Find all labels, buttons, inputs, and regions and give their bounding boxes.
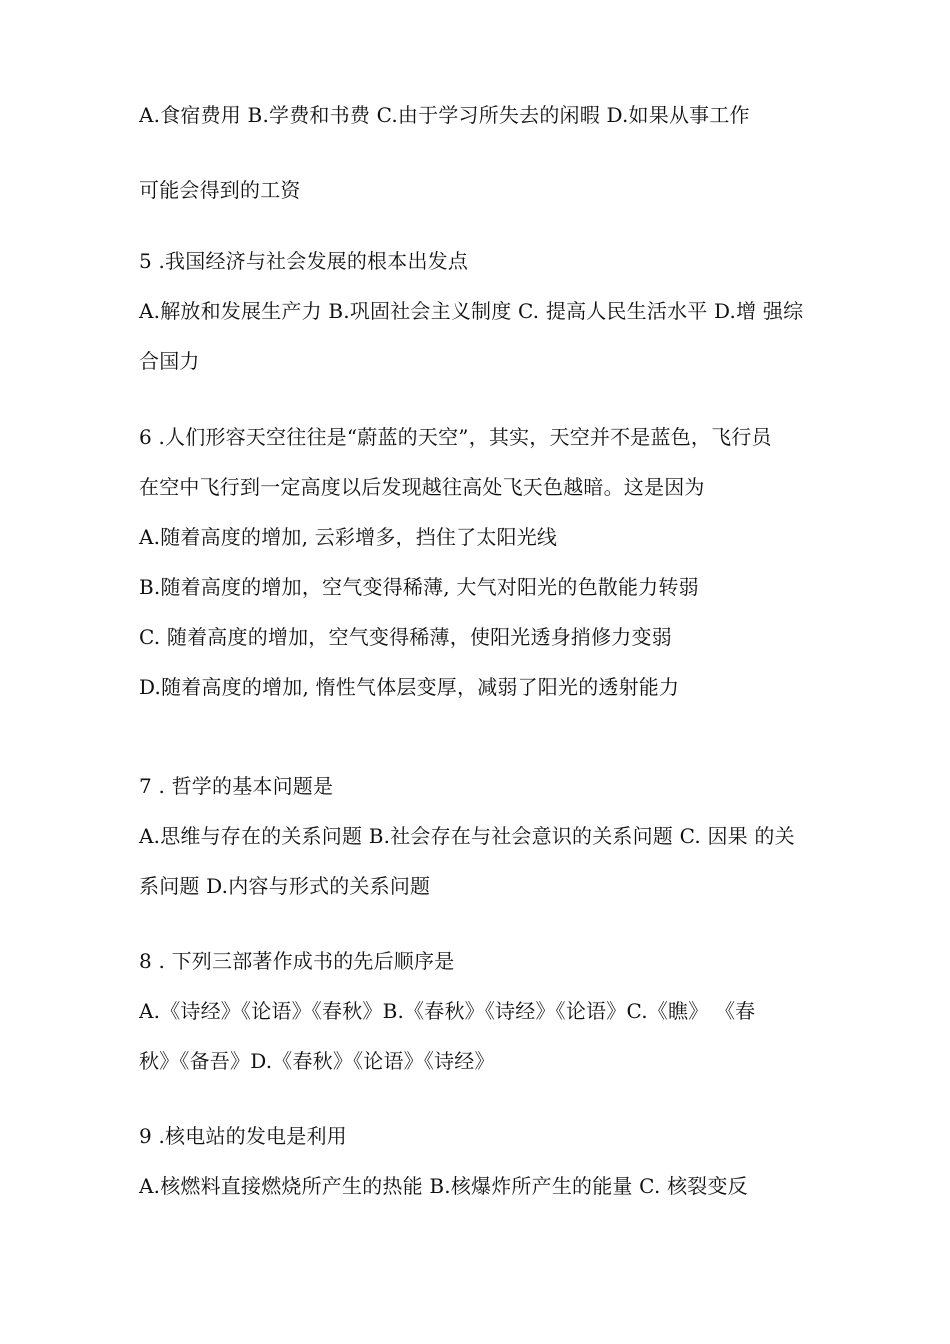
q8-options-line-2: 秋》《备吾》D.《春秋》《论语》《诗经》: [139, 1049, 495, 1073]
q8-options-line-1: A.《诗经》《论语》《春秋》B.《春秋》《诗经》《论语》C.《瞧》 《春: [139, 999, 756, 1023]
q6-option-a: A.随着高度的增加, 云彩增多，挡住了太阳光线: [139, 525, 558, 549]
q9-options-line-1: A.核燃料直接燃烧所产生的热能 B.核爆炸所产生的能量 C. 核裂变反: [139, 1174, 748, 1198]
q6-option-b: B.随着高度的增加，空气变得稀薄, 大气对阳光的色散能力转弱: [139, 575, 699, 599]
q8-question: 8 . 下列三部著作成书的先后顺序是: [139, 949, 455, 973]
q5-question: 5 .我国经济与社会发展的根本出发点: [139, 249, 469, 273]
q6-option-c: C. 随着高度的增加，空气变得稀薄，使阳光透身捎修力变弱: [139, 625, 672, 649]
q6-option-d: D.随着高度的增加, 惰性气体层变厚，减弱了阳光的透射能力: [139, 675, 680, 699]
q6-question-line-2: 在空中飞行到一定高度以后发现越往高处飞天色越暗。这是因为: [139, 475, 705, 499]
q7-options-line-1: A.思维与存在的关系问题 B.社会存在与社会意识的关系问题 C. 因果 的关: [139, 824, 795, 848]
q6-question-line-1: 6 .人们形容天空往往是“蔚蓝的天空”，其实，天空并不是蓝色，飞行员: [139, 425, 772, 449]
q4-options-line-1: A.食宿费用 B.学费和书费 C.由于学习所失去的闲暇 D.如果从事工作: [139, 103, 750, 127]
q5-options-line-1: A.解放和发展生产力 B.巩固社会主义制度 C. 提高人民生活水平 D.增 强综: [139, 299, 804, 323]
q9-question: 9 .核电站的发电是利用: [139, 1124, 347, 1148]
q7-question: 7 . 哲学的基本问题是: [139, 774, 334, 798]
q5-options-line-2: 合国力: [139, 349, 200, 373]
q7-options-line-2: 系问题 D.内容与形式的关系问题: [139, 874, 431, 898]
q4-options-line-2: 可能会得到的工资: [139, 178, 301, 202]
